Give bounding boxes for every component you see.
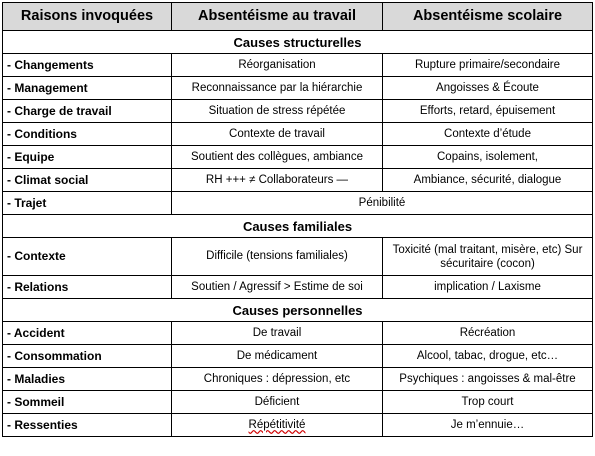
- reason-cell: - Charge de travail: [3, 100, 172, 123]
- work-cell: Soutien / Agressif > Estime de soi: [172, 276, 383, 299]
- table-row: [3, 77, 593, 100]
- table-row: [3, 368, 593, 391]
- reason-cell: - Maladies: [3, 368, 172, 391]
- table-row: [3, 238, 593, 276]
- table-row: [3, 276, 593, 299]
- school-cell: Toxicité (mal traitant, misère, etc) Sur sécuritaire (cocon): [383, 238, 593, 276]
- school-cell: Efforts, retard, épuisement: [383, 100, 593, 123]
- reason-cell: - Conditions: [3, 123, 172, 146]
- reason-cell: - Sommeil: [3, 391, 172, 414]
- reason-cell: - Equipe: [3, 146, 172, 169]
- reason-cell: - Ressenties: [3, 414, 172, 437]
- section-title-family: Causes familiales: [3, 215, 593, 238]
- school-cell: Récréation: [383, 322, 593, 345]
- header-reasons: Raisons invoquées: [3, 3, 172, 31]
- reason-cell: - Contexte: [3, 238, 172, 276]
- table-row: [3, 100, 593, 123]
- work-cell: Difficile (tensions familiales): [172, 238, 383, 276]
- table-row: [3, 414, 593, 437]
- table-row: [3, 322, 593, 345]
- school-cell: Alcool, tabac, drogue, etc…: [383, 345, 593, 368]
- work-cell: Contexte de travail: [172, 123, 383, 146]
- header-school-absenteeism: Absentéisme scolaire: [383, 3, 593, 31]
- school-cell: implication / Laxisme: [383, 276, 593, 299]
- reason-cell: - Accident: [3, 322, 172, 345]
- table-row: [3, 146, 593, 169]
- school-cell: Rupture primaire/secondaire: [383, 54, 593, 77]
- reason-cell: - Changements: [3, 54, 172, 77]
- reason-cell: - Trajet: [3, 192, 172, 215]
- work-cell: RH +++ ≠ Collaborateurs —: [172, 169, 383, 192]
- work-cell: Situation de stress répétée: [172, 100, 383, 123]
- school-cell: Trop court: [383, 391, 593, 414]
- causes-table-page: [2, 2, 592, 437]
- section-row: [3, 215, 593, 238]
- section-title-personal: Causes personnelles: [3, 299, 593, 322]
- work-cell: Réorganisation: [172, 54, 383, 77]
- work-cell: Déficient: [172, 391, 383, 414]
- causes-table: [2, 2, 593, 437]
- table-row: [3, 391, 593, 414]
- school-cell: Copains, isolement,: [383, 146, 593, 169]
- table-row: [3, 123, 593, 146]
- section-title-structural: Causes structurelles: [3, 31, 593, 54]
- table-row: [3, 169, 593, 192]
- header-row: [3, 3, 593, 31]
- work-cell: Chroniques : dépression, etc: [172, 368, 383, 391]
- reason-cell: - Consommation: [3, 345, 172, 368]
- work-cell: Reconnaissance par la hiérarchie: [172, 77, 383, 100]
- school-cell: Je m’ennuie…: [383, 414, 593, 437]
- section-row: [3, 31, 593, 54]
- reason-cell: - Management: [3, 77, 172, 100]
- merged-cell: Pénibilité: [172, 192, 593, 215]
- table-row: [3, 192, 593, 215]
- section-row: [3, 299, 593, 322]
- table-row: [3, 345, 593, 368]
- reason-cell: - Relations: [3, 276, 172, 299]
- header-work-absenteeism: Absentéisme au travail: [172, 3, 383, 31]
- work-cell: De travail: [172, 322, 383, 345]
- work-cell: De médicament: [172, 345, 383, 368]
- spellcheck-underlined-text: Répétitivité: [248, 418, 306, 431]
- reason-cell: - Climat social: [3, 169, 172, 192]
- school-cell: Contexte d’étude: [383, 123, 593, 146]
- work-cell: Soutient des collègues, ambiance: [172, 146, 383, 169]
- table-row: [3, 54, 593, 77]
- school-cell: Ambiance, sécurité, dialogue: [383, 169, 593, 192]
- school-cell: Psychiques : angoisses & mal-être: [383, 368, 593, 391]
- work-cell: [172, 414, 383, 437]
- school-cell: Angoisses & Écoute: [383, 77, 593, 100]
